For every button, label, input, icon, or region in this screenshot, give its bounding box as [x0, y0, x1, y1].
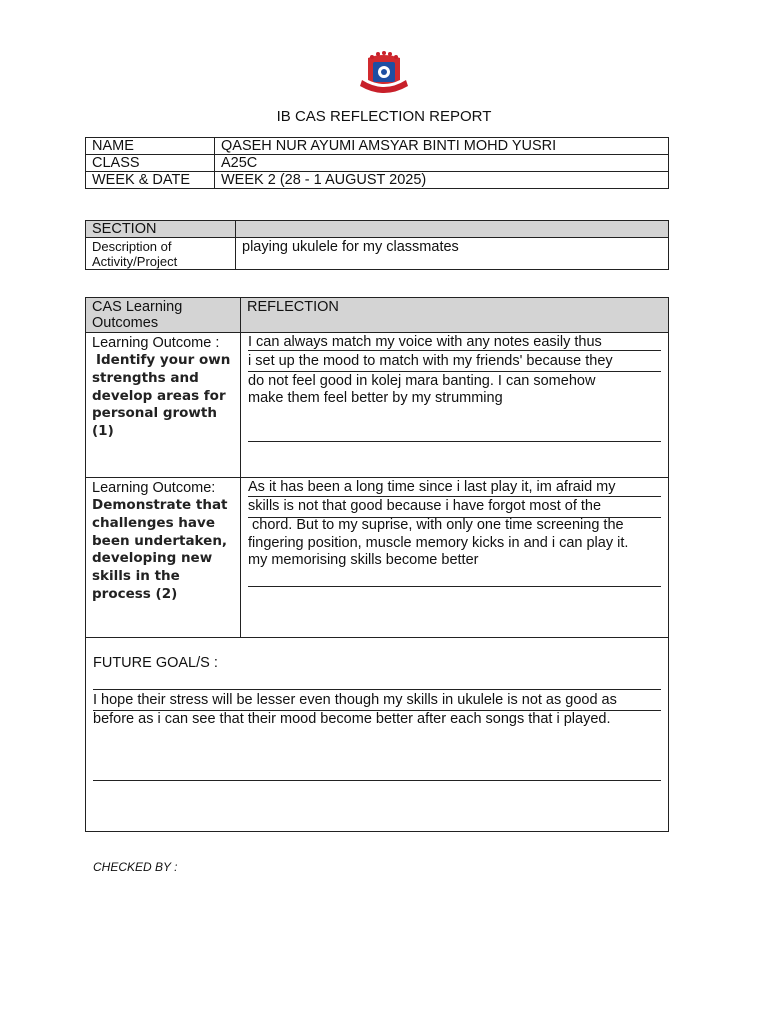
- outcome-1-text: Identify your own strengths and develop areas for personal growth (1): [92, 352, 231, 440]
- section-table: [85, 220, 669, 270]
- cas-outcomes-header: CAS Learning Outcomes: [86, 298, 241, 333]
- cas-outcomes-table: [85, 297, 669, 832]
- table-row: [86, 478, 669, 638]
- reflection-line: skills is not that good because i have forgot most of the: [248, 498, 602, 514]
- student-info-table: [85, 137, 669, 189]
- checked-by-label: CHECKED BY :: [93, 860, 178, 874]
- reflection-line: my memorising skills become better: [248, 552, 479, 568]
- page-title: IB CAS REFLECTION REPORT: [276, 108, 492, 125]
- school-crest-icon: [358, 50, 410, 98]
- table-row: [86, 638, 669, 832]
- description-label: Description of Activity/Project: [86, 238, 236, 270]
- section-header-blank: [236, 221, 669, 238]
- description-value: playing ukulele for my classmates: [236, 238, 669, 270]
- writing-line: [248, 586, 661, 587]
- class-value: A25C: [215, 155, 669, 172]
- table-row: [86, 333, 669, 478]
- reflection-header: REFLECTION: [241, 298, 669, 333]
- outcome-1-prefix: Learning Outcome :: [92, 335, 220, 351]
- table-row: [86, 138, 669, 155]
- table-row: [86, 172, 669, 189]
- table-row: [86, 221, 669, 238]
- reflection-line: make them feel better by my strumming: [248, 390, 503, 406]
- outcome-2-text: Demonstrate that challenges have been undertaken, developing new skills in the process (2): [92, 497, 228, 602]
- future-goal-line: I hope their stress will be lesser even though my skills in ukulele is not as good as: [93, 692, 617, 708]
- name-value: QASEH NUR AYUMI AMSYAR BINTI MOHD YUSRI: [215, 138, 669, 155]
- section-header: SECTION: [86, 221, 236, 238]
- writing-line: [248, 441, 661, 442]
- outcome-1-reflection: [241, 333, 669, 478]
- future-goal-line: before as i can see that their mood become better after each songs that i played.: [93, 711, 611, 727]
- name-label: NAME: [86, 138, 215, 155]
- week-value: WEEK 2 (28 - 1 AUGUST 2025): [215, 172, 669, 189]
- class-label: CLASS: [86, 155, 215, 172]
- writing-line: [93, 780, 661, 781]
- outcome-1-cell: [86, 333, 241, 478]
- reflection-line: chord. But to my suprise, with only one time screening the: [248, 517, 624, 533]
- reflection-line: do not feel good in kolej mara banting. I can somehow: [248, 373, 596, 389]
- reflection-line: As it has been a long time since i last play it, im afraid my: [248, 479, 616, 495]
- table-row: [86, 298, 669, 333]
- future-goals-label: FUTURE GOAL/S :: [93, 655, 218, 671]
- reflection-line: I can always match my voice with any notes easily thus: [248, 334, 602, 350]
- reflection-line: fingering position, muscle memory kicks in and i can play it.: [248, 535, 629, 551]
- week-label: WEEK & DATE: [86, 172, 215, 189]
- reflection-line: i set up the mood to match with my friends' because they: [248, 353, 613, 369]
- table-row: [86, 155, 669, 172]
- future-goals-cell: [86, 638, 669, 832]
- outcome-2-cell: [86, 478, 241, 638]
- outcome-2-prefix: Learning Outcome:: [92, 480, 216, 496]
- table-row: [86, 238, 669, 270]
- writing-line: [93, 689, 661, 690]
- outcome-2-reflection: [241, 478, 669, 638]
- writing-line: [248, 350, 661, 351]
